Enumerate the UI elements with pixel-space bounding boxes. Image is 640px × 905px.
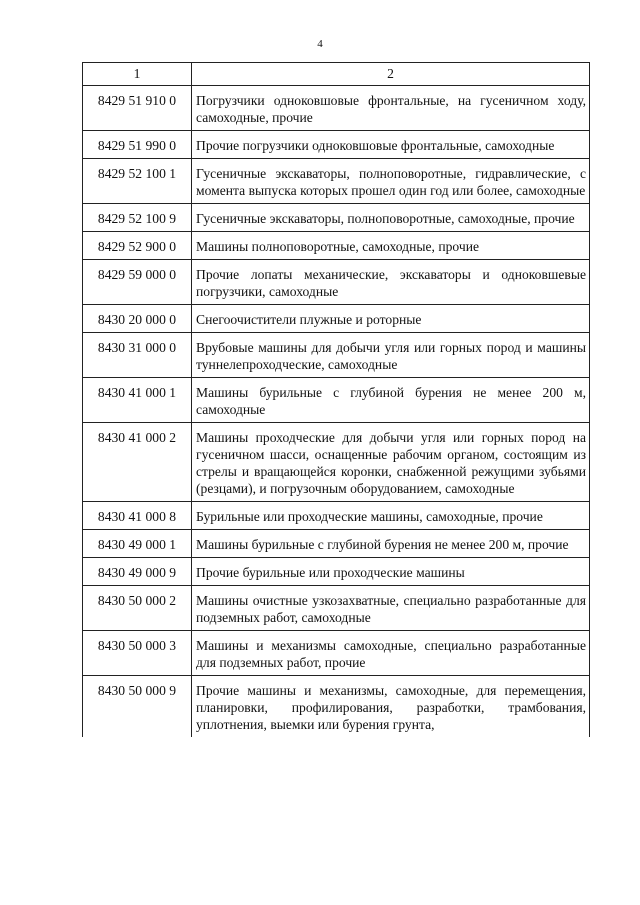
item-description: Машины бурильные с глубиной бурения не менее 200 м, прочие <box>192 530 590 558</box>
item-description: Погрузчики одноковшовые фронтальные, на гусеничном ходу, самоходные, прочие <box>192 86 590 131</box>
hs-code: 8430 50 000 9 <box>83 676 192 738</box>
hs-code: 8429 52 900 0 <box>83 232 192 260</box>
table-row <box>83 502 590 530</box>
table-row <box>83 558 590 586</box>
goods-code-table <box>82 62 590 737</box>
table-row <box>83 586 590 631</box>
table-row <box>83 333 590 378</box>
item-description: Прочие лопаты механические, экскаваторы и одноковшевые погрузчики, самоходные <box>192 260 590 305</box>
item-description: Снегоочистители плужные и роторные <box>192 305 590 333</box>
hs-code: 8430 50 000 2 <box>83 586 192 631</box>
table-row <box>83 204 590 232</box>
hs-code: 8430 41 000 2 <box>83 423 192 502</box>
table-row <box>83 676 590 738</box>
page-number: 4 <box>317 38 323 50</box>
table-row <box>83 305 590 333</box>
table-row <box>83 423 590 502</box>
hs-code: 8430 50 000 3 <box>83 631 192 676</box>
hs-code: 8430 41 000 8 <box>83 502 192 530</box>
table-row <box>83 631 590 676</box>
table-row <box>83 131 590 159</box>
hs-code: 8430 20 000 0 <box>83 305 192 333</box>
table-row <box>83 378 590 423</box>
table-row <box>83 86 590 131</box>
item-description: Врубовые машины для добычи угля или горных пород и машины туннелепроходческие, самоходные <box>192 333 590 378</box>
hs-code: 8430 31 000 0 <box>83 333 192 378</box>
item-description: Бурильные или проходческие машины, самоходные, прочие <box>192 502 590 530</box>
table-row <box>83 159 590 204</box>
hs-code: 8429 59 000 0 <box>83 260 192 305</box>
item-description: Машины очистные узкозахватные, специально разработанные для подземных работ, самоходные <box>192 586 590 631</box>
hs-code: 8429 51 990 0 <box>83 131 192 159</box>
item-description: Прочие бурильные или проходческие машины <box>192 558 590 586</box>
item-description: Машины и механизмы самоходные, специально разработанные для подземных работ, прочие <box>192 631 590 676</box>
item-description: Машины бурильные с глубиной бурения не менее 200 м, самоходные <box>192 378 590 423</box>
item-description: Машины проходческие для добычи угля или горных пород на гусеничном шасси, оснащенные рабочим органом, состоящим из стрелы и вращающейся коронки, снабженной режущими зубьями (резцами), и погрузочным оборудованием, самоходные <box>192 423 590 502</box>
table-row <box>83 232 590 260</box>
item-description: Гусеничные экскаваторы, полноповоротные, гидравлические, с момента выпуска которых прошел один год или более, самоходные <box>192 159 590 204</box>
table-header-row <box>83 63 590 86</box>
hs-code: 8430 49 000 1 <box>83 530 192 558</box>
hs-code: 8429 52 100 1 <box>83 159 192 204</box>
column-header-1: 1 <box>83 63 192 86</box>
item-description: Машины полноповоротные, самоходные, прочие <box>192 232 590 260</box>
hs-code: 8429 52 100 9 <box>83 204 192 232</box>
hs-code: 8430 41 000 1 <box>83 378 192 423</box>
table-row <box>83 260 590 305</box>
hs-code: 8430 49 000 9 <box>83 558 192 586</box>
table-row <box>83 530 590 558</box>
item-description: Прочие машины и механизмы, самоходные, для перемещения, планировки, профилирования, разработки, трамбования, уплотнения, выемки или бурения грунта, <box>192 676 590 738</box>
item-description: Гусеничные экскаваторы, полноповоротные, самоходные, прочие <box>192 204 590 232</box>
item-description: Прочие погрузчики одноковшовые фронтальные, самоходные <box>192 131 590 159</box>
hs-code: 8429 51 910 0 <box>83 86 192 131</box>
column-header-2: 2 <box>192 63 590 86</box>
